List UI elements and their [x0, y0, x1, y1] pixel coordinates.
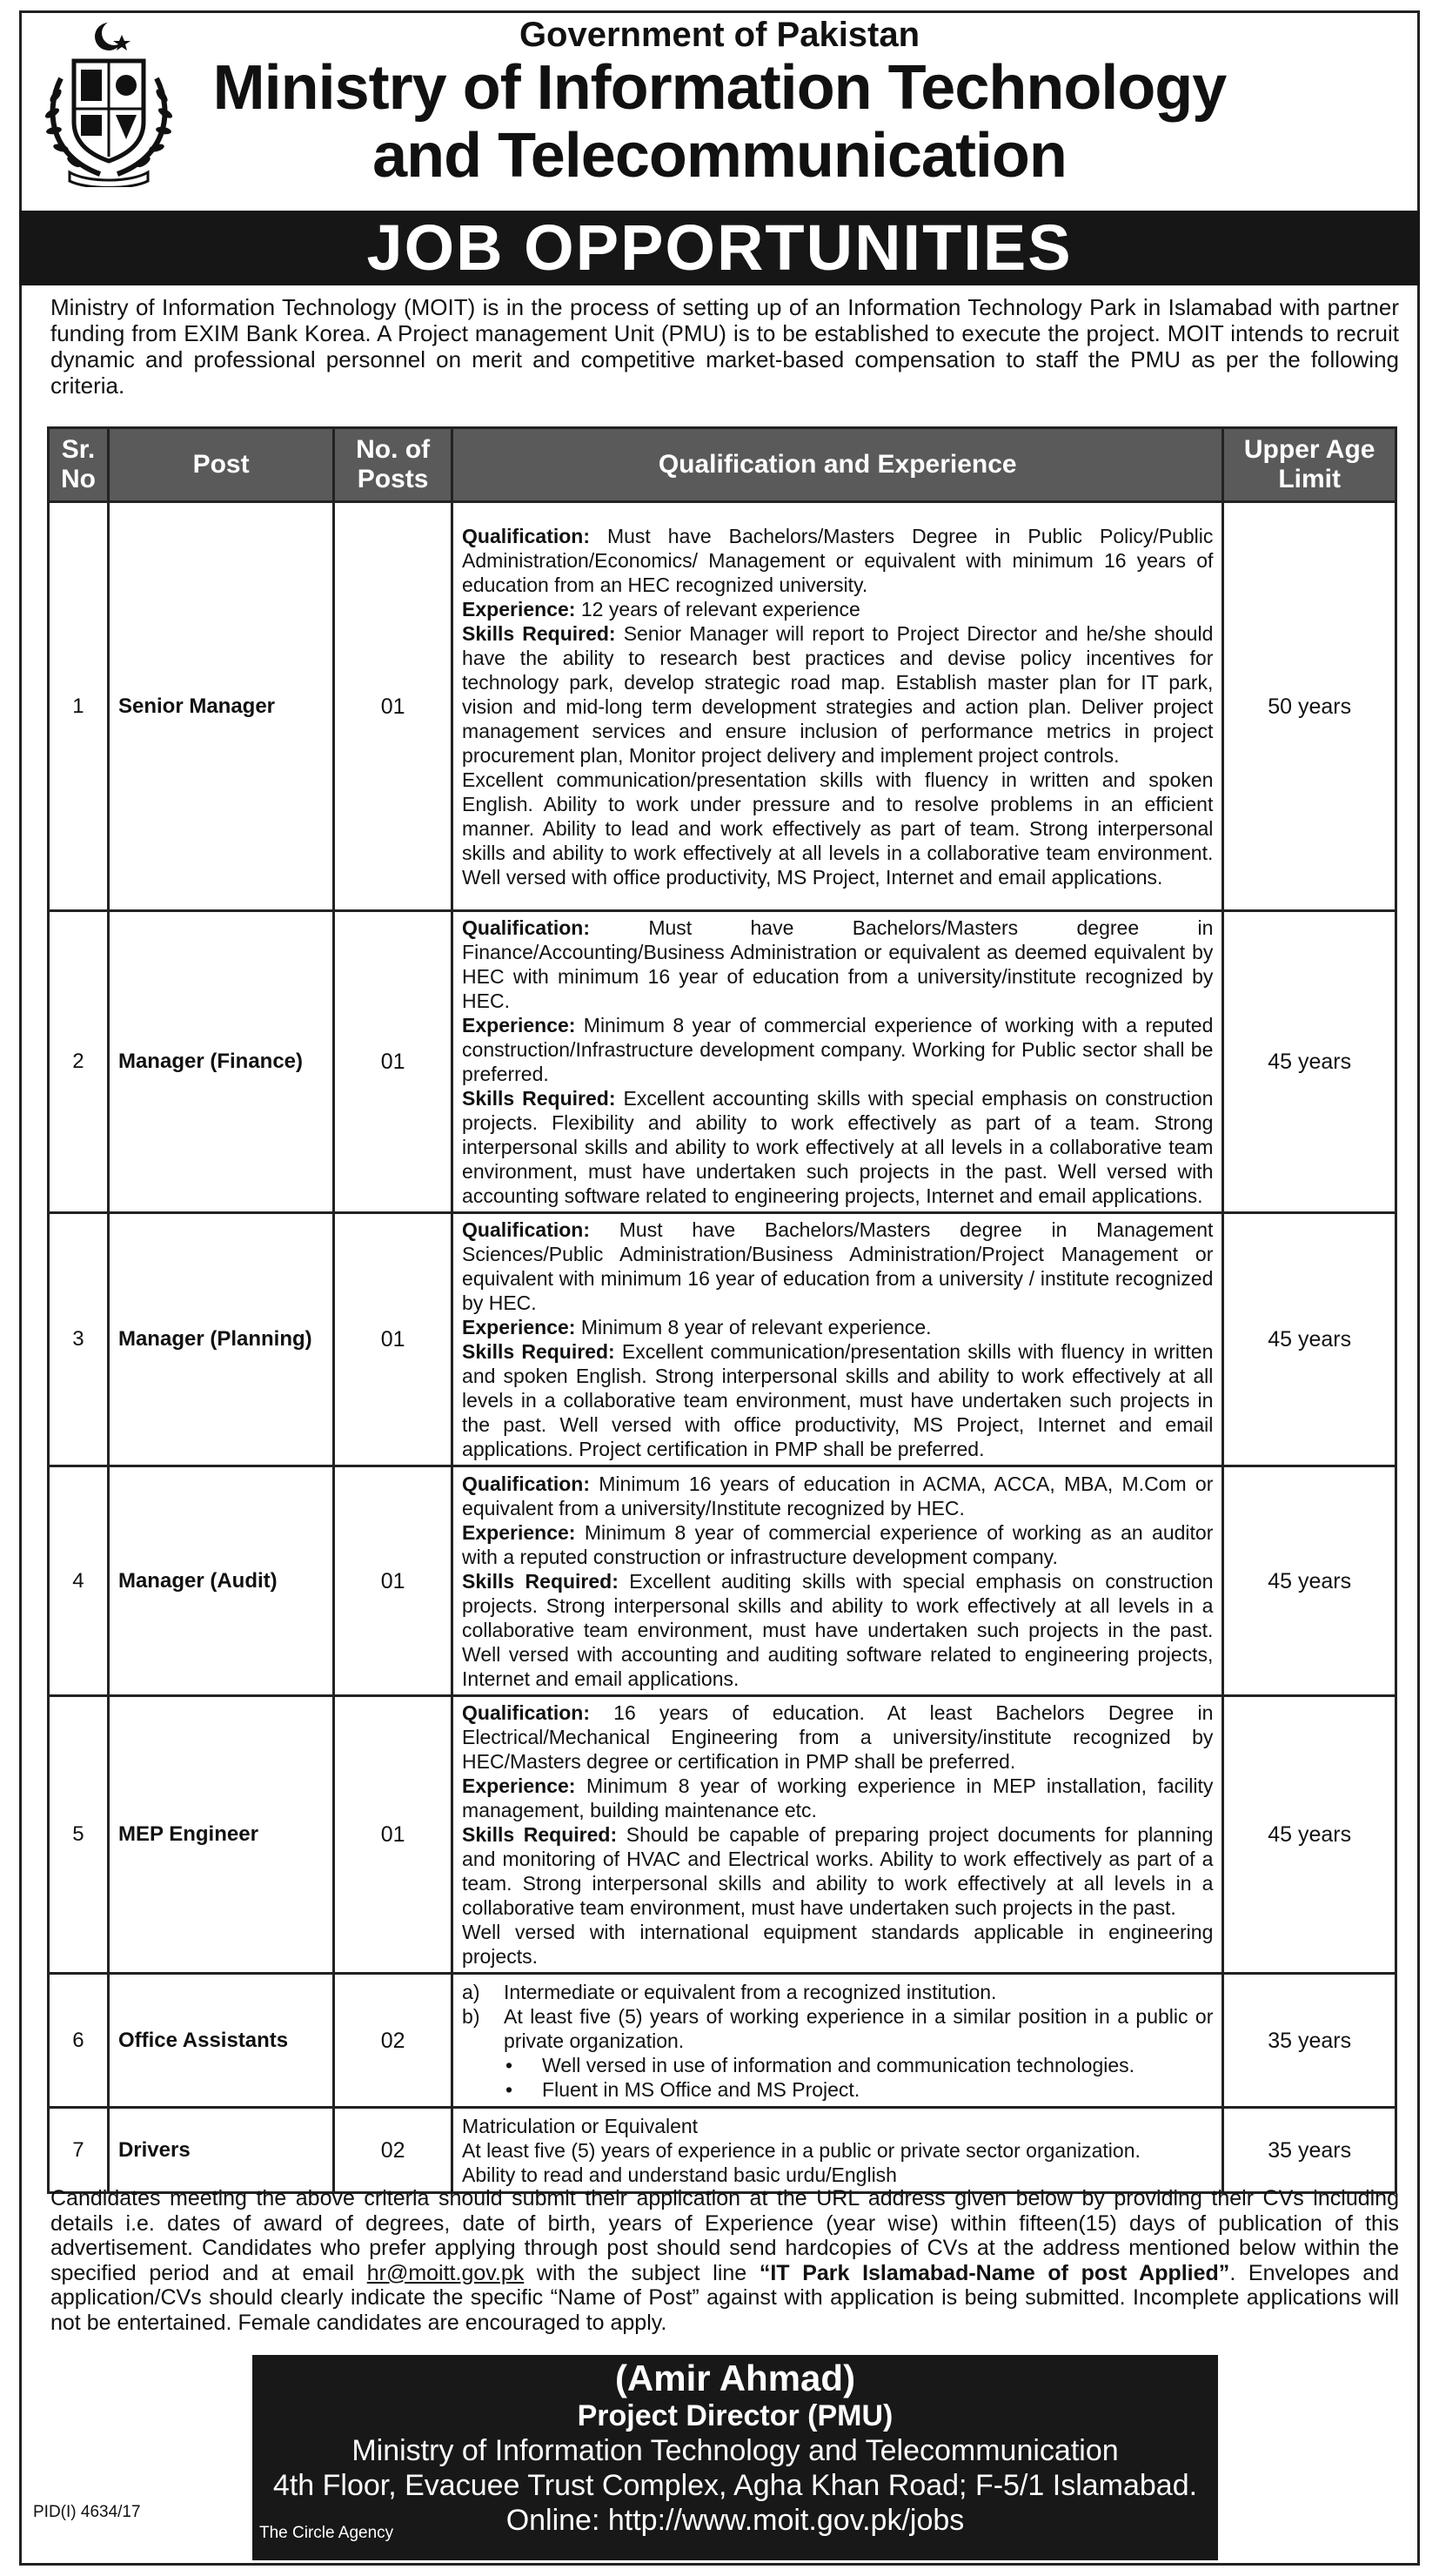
- qualification-text: Must have Bachelors/Masters degree in Management Sciences/Public Administration/Business Administration/Project Management or equivalent with minimum 16 year of education from a university / institute recognized by HEC.: [462, 1218, 1214, 1314]
- posts-count-cell: 01: [334, 1466, 452, 1696]
- age-limit-cell: 35 years: [1223, 1974, 1396, 2108]
- qualification-label: Qualification:: [462, 524, 590, 547]
- posts-count-cell: 01: [334, 1696, 452, 1974]
- posts-count-cell: 01: [334, 911, 452, 1213]
- subject-line: “IT Park Islamabad-Name of post Applied”: [759, 2260, 1230, 2285]
- bullet-icon: •: [505, 2077, 513, 2101]
- qualification-text: 16 years of education. At least Bachelors Degree in Electrical/Mechanical Engineering from a university/institute recognized by HEC/Masters degree or certification in PMP shall be preferred.: [462, 1701, 1214, 1773]
- age-limit-cell: 45 years: [1223, 1213, 1396, 1466]
- ministry-title: [0, 54, 1439, 190]
- skills-text: Excellent auditing skills with special emphasis on construction projects. Strong interpersonal skills and ability to work effectively at all levels in a collaborative team environment, must have undertaken such projects in the past. Well versed with accounting and auditing software related to engineering projects, Internet and email applications.: [462, 1569, 1214, 1690]
- skills-text: Excellent accounting skills with special emphasis on construction projects. Flexibility and ability to work effectively as part of a team. Strong interpersonal skills and ability to work effectively at all levels in a collaborative team environment, must have undertaken such projects in the past. Well versed with accounting software related to engineering projects, Internet and email applications.: [462, 1087, 1214, 1207]
- skills-label: Skills Required:: [462, 621, 616, 645]
- skills-label: Skills Required:: [462, 1569, 619, 1593]
- sr-cell: 7: [49, 2108, 109, 2193]
- age-limit-cell: 50 years: [1223, 502, 1396, 911]
- age-limit-cell: 35 years: [1223, 2108, 1396, 2193]
- qualification-text: Minimum 16 years of education in ACMA, ACCA, MBA, M.Com or equivalent from a university/Institute recognized by HEC.: [462, 1472, 1214, 1519]
- skills-label: Skills Required:: [462, 1087, 616, 1110]
- sr-cell: 1: [49, 502, 109, 911]
- list-text: Intermediate or equivalent from a recognized institution.: [504, 1980, 997, 2003]
- qualification-label: Qualification:: [462, 1218, 590, 1241]
- sr-cell: 5: [49, 1696, 109, 1974]
- experience-label: Experience:: [462, 597, 576, 621]
- post-cell: Manager (Finance): [108, 911, 333, 1213]
- post-cell: Drivers: [108, 2108, 333, 2193]
- qualification-cell: [452, 1213, 1223, 1466]
- intro-paragraph: Ministry of Information Technology (MOIT) is in the process of setting up of an Information Technology Park in Islamabad with partner funding from EXIM Bank Korea. A Project management Unit (PMU) is to be established to execute the project. MOIT intends to recruit dynamic and professional personnel on merit and competitive market-based compensation to staff the PMU as per the following criteria.: [50, 294, 1399, 399]
- government-title: Government of Pakistan: [519, 16, 920, 54]
- posts-count-cell: 01: [334, 502, 452, 911]
- experience-text: 12 years of relevant experience: [575, 597, 860, 621]
- experience-text: Minimum 8 year of working experience in MEP installation, facility management, building maintenance etc.: [462, 1774, 1214, 1821]
- age-limit-cell: 45 years: [1223, 1696, 1396, 1974]
- email-link[interactable]: hr@moitt.gov.pk: [366, 2260, 525, 2285]
- contact-title: Project Director (PMU): [577, 2399, 894, 2432]
- experience-text: Minimum 8 year of relevant experience.: [575, 1316, 932, 1338]
- job-opportunities-banner: JOB OPPORTUNITIES: [19, 211, 1420, 285]
- skills-text: Should be capable of preparing project documents for planning and monitoring of HVAC and Electrical works. Ability to work effectively as part of a team. Strong interpersonal skills and ability to work effectively at all levels in a collaborative team environment, must have undertaken such projects in the past.: [462, 1823, 1214, 1919]
- experience-text: Minimum 8 year of commercial experience of working as an auditor with a reputed construction or infrastructure development company.: [462, 1520, 1214, 1568]
- table-row: [49, 911, 1396, 1213]
- list-item: [462, 1980, 1213, 2004]
- list-marker: a): [462, 1980, 480, 2003]
- age-limit-cell: 45 years: [1223, 911, 1396, 1213]
- bullet-text: Well versed in use of information and communication technologies.: [542, 2053, 1135, 2076]
- qualification-cell: [452, 502, 1223, 911]
- pid-number: PID(I) 4634/17: [33, 2503, 141, 2521]
- contact-ministry: Ministry of Information Technology and Telecommunication: [351, 2434, 1119, 2467]
- extra-text: Excellent communication/presentation skills with fluency in written and spoken English. Ability to work under pressure and to resolve problems in an efficient manner. Ability to lead and work effectively as part of team. Strong interpersonal skills and ability to work effectively at all levels in a collaborative team environment. Well versed with office productivity, MS Project, Internet and email applications.: [462, 768, 1214, 889]
- qualification-cell: [452, 1974, 1223, 2108]
- experience-label: Experience:: [462, 1316, 576, 1338]
- contact-box: [252, 2355, 1218, 2560]
- instructions-text: Candidates meeting the above criteria should submit their application at the URL address given below by providing their CVs including details i.e. dates of award of degrees, date of birth, years of Experience (year wise) within fifteen(15) days of publication of this advertisement. Candidates who prefer applying through post should send hardcopies of CVs at the address mentioned below within the specified period and at email: [50, 2186, 1399, 2285]
- skills-label: Skills Required:: [462, 1823, 618, 1846]
- instructions-text: with the subject line: [524, 2260, 760, 2285]
- ministry-title-line1: Ministry of Information Technology: [212, 53, 1227, 123]
- extra-text: Well versed with international equipment standards applicable in engineering projects.: [462, 1921, 1214, 1968]
- bullet-item: [462, 2053, 1213, 2077]
- post-cell: Office Assistants: [108, 1974, 333, 2108]
- qualification-text: Must have Bachelors/Masters degree in Finance/Accounting/Business Administration or equivalent as deemed equivalent by HEC with minimum 16 year of education from a university/institute recognized by HEC.: [462, 916, 1214, 1012]
- qualification-label: Qualification:: [462, 1701, 590, 1724]
- experience-label: Experience:: [462, 1014, 576, 1036]
- experience-text: Minimum 8 year of commercial experience of working with a reputed construction/Infrastructure development company. Working for Public sector shall be preferred.: [462, 1014, 1214, 1085]
- table-row: [49, 1213, 1396, 1466]
- posts-count-cell: 02: [334, 2108, 452, 2193]
- table-row: [49, 1696, 1396, 1974]
- skills-text: Excellent communication/presentation skills with fluency in written and spoken English. Strong interpersonal skills and ability to work effectively at all levels in a collaborative team environment, must have undertaken such projects in the past. Well versed with office productivity, MS Project, Internet and email applications. Project certification in PMP shall be preferred.: [462, 1340, 1214, 1460]
- ministry-title-line2: and Telecommunication: [372, 121, 1067, 191]
- post-cell: MEP Engineer: [108, 1696, 333, 1974]
- header-sr-no: Sr. No: [49, 428, 109, 502]
- contact-address: 4th Floor, Evacuee Trust Complex, Agha Khan Road; F-5/1 Islamabad.: [272, 2469, 1198, 2502]
- contact-online-url[interactable]: Online: http://www.moit.gov.pk/jobs: [505, 2504, 965, 2537]
- bullet-icon: •: [505, 2053, 513, 2076]
- bullet-item: [462, 2077, 1213, 2102]
- skills-text: Senior Manager will report to Project Director and he/she should have the ability to research best practices and devise policy incentives for technology park, develop strategic road map. Establish master plan for IT park, vision and mid-long term development strategies and action plan. Deliver project management services and ensure inclusion of performance metrics in project procurement plan, Monitor project delivery and implement project controls.: [462, 621, 1214, 767]
- header-age-limit: Upper Age Limit: [1223, 428, 1396, 502]
- post-cell: Manager (Planning): [108, 1213, 333, 1466]
- agency-credit: The Circle Agency: [259, 2524, 394, 2542]
- skills-label: Skills Required:: [462, 1340, 615, 1363]
- list-item: [462, 2004, 1213, 2053]
- sr-cell: 6: [49, 1974, 109, 2108]
- age-limit-cell: 45 years: [1223, 1466, 1396, 1696]
- qualification-cell: [452, 911, 1223, 1213]
- experience-label: Experience:: [462, 1774, 576, 1797]
- bullet-text: Fluent in MS Office and MS Project.: [542, 2077, 860, 2101]
- table-row: [49, 2108, 1396, 2193]
- qualification-cell: [452, 2108, 1223, 2193]
- qualification-line: Matriculation or Equivalent: [462, 2114, 699, 2137]
- qualification-label: Qualification:: [462, 1472, 590, 1495]
- post-cell: Manager (Audit): [108, 1466, 333, 1696]
- sr-cell: 3: [49, 1213, 109, 1466]
- header-qualification: Qualification and Experience: [452, 428, 1223, 502]
- experience-label: Experience:: [462, 1520, 576, 1544]
- list-marker: b): [462, 2004, 480, 2028]
- qualification-label: Qualification:: [462, 916, 590, 939]
- sr-cell: 2: [49, 911, 109, 1213]
- header-no-of-posts: No. of Posts: [334, 428, 452, 502]
- table-header-row: [49, 428, 1396, 502]
- jobs-table: [47, 426, 1397, 2194]
- posts-count-cell: 02: [334, 1974, 452, 2108]
- posts-count-cell: 01: [334, 1213, 452, 1466]
- contact-name: (Amir Ahmad): [614, 2358, 856, 2398]
- table-row: [49, 1974, 1396, 2108]
- table-row: [49, 1466, 1396, 1696]
- qualification-line: Ability to read and understand basic urdu/English: [462, 2163, 897, 2186]
- qualification-cell: [452, 1696, 1223, 1974]
- list-text: At least five (5) years of working experience in a similar position in a public or private organization.: [504, 2004, 1214, 2052]
- table-row: [49, 502, 1396, 911]
- application-instructions: [50, 2186, 1399, 2335]
- sr-cell: 4: [49, 1466, 109, 1696]
- qualification-text: Must have Bachelors/Masters Degree in Public Policy/Public Administration/Economics/ Management or equivalent with minimum 16 years of education from an HEC recognized university.: [462, 524, 1214, 596]
- header-post: Post: [108, 428, 333, 502]
- qualification-cell: [452, 1466, 1223, 1696]
- instructions-text: . Envelopes and application/CVs should clearly indicate the specific “Name of Post” against with application is being submitted. Incomplete applications will not be entertained. Female candidates are encouraged to apply.: [50, 2260, 1400, 2335]
- post-cell: Senior Manager: [108, 502, 333, 911]
- qualification-line: At least five (5) years of experience in a public or private sector organization.: [462, 2138, 1141, 2162]
